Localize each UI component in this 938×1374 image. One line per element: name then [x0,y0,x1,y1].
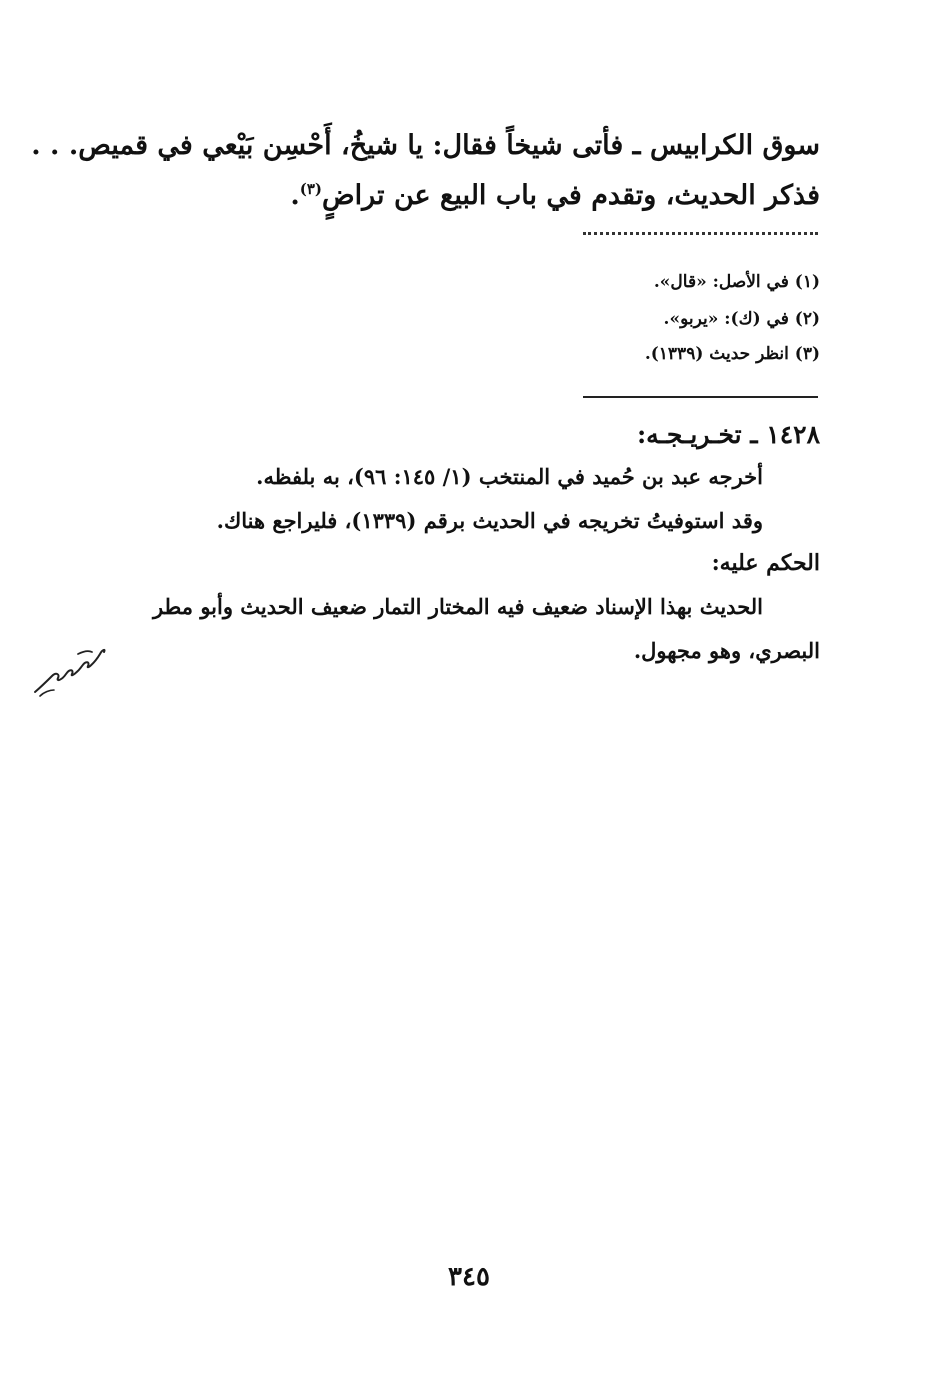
section-divider [583,396,818,398]
footnote-separator [583,232,818,235]
takhrij-line-1: أخرجه عبد بن حُميد في المنتخب (١/ ١٤٥: ٩٦)، به بلفظه. [256,464,763,489]
footnote-2: (٢) في (ك): «يربو». [663,309,820,329]
takhrij-heading: ١٤٢٨ ـ تخـريـجـه: [636,420,820,449]
main-text-line-2-end: . [290,180,300,211]
page-number: ٣٤٥ [448,1262,490,1292]
hukm-line-2: البصري، وهو مجهول. [633,638,820,663]
main-text-line-1: سوق الكرابيس ـ فأتى شيخاً فقال: يا شيخُ، أَحْسِن بَيْعي في قميص. . . [31,130,820,161]
footnote-1: (١) في الأصل: «قال». [653,272,820,292]
hukm-heading: الحكم عليه: [711,550,820,576]
footnote-marker-3: (٣) [299,180,323,198]
takhrij-line-2: وقد استوفيتُ تخريجه في الحديث برقم (١٣٣٩)، فليراجع هناك. [216,508,763,533]
handwritten-signature [30,640,110,700]
footnote-3: (٣) انظر حديث (١٣٣٩). [644,344,820,364]
main-text-line-2-text: فذكر الحديث، وتقدم في باب البيع عن تراضٍ [322,180,820,211]
hukm-line-1: الحديث بهذا الإسناد ضعيف فيه المختار التمار ضعيف الحديث وأبو مطر [152,594,763,619]
main-text-line-2 [290,180,820,211]
